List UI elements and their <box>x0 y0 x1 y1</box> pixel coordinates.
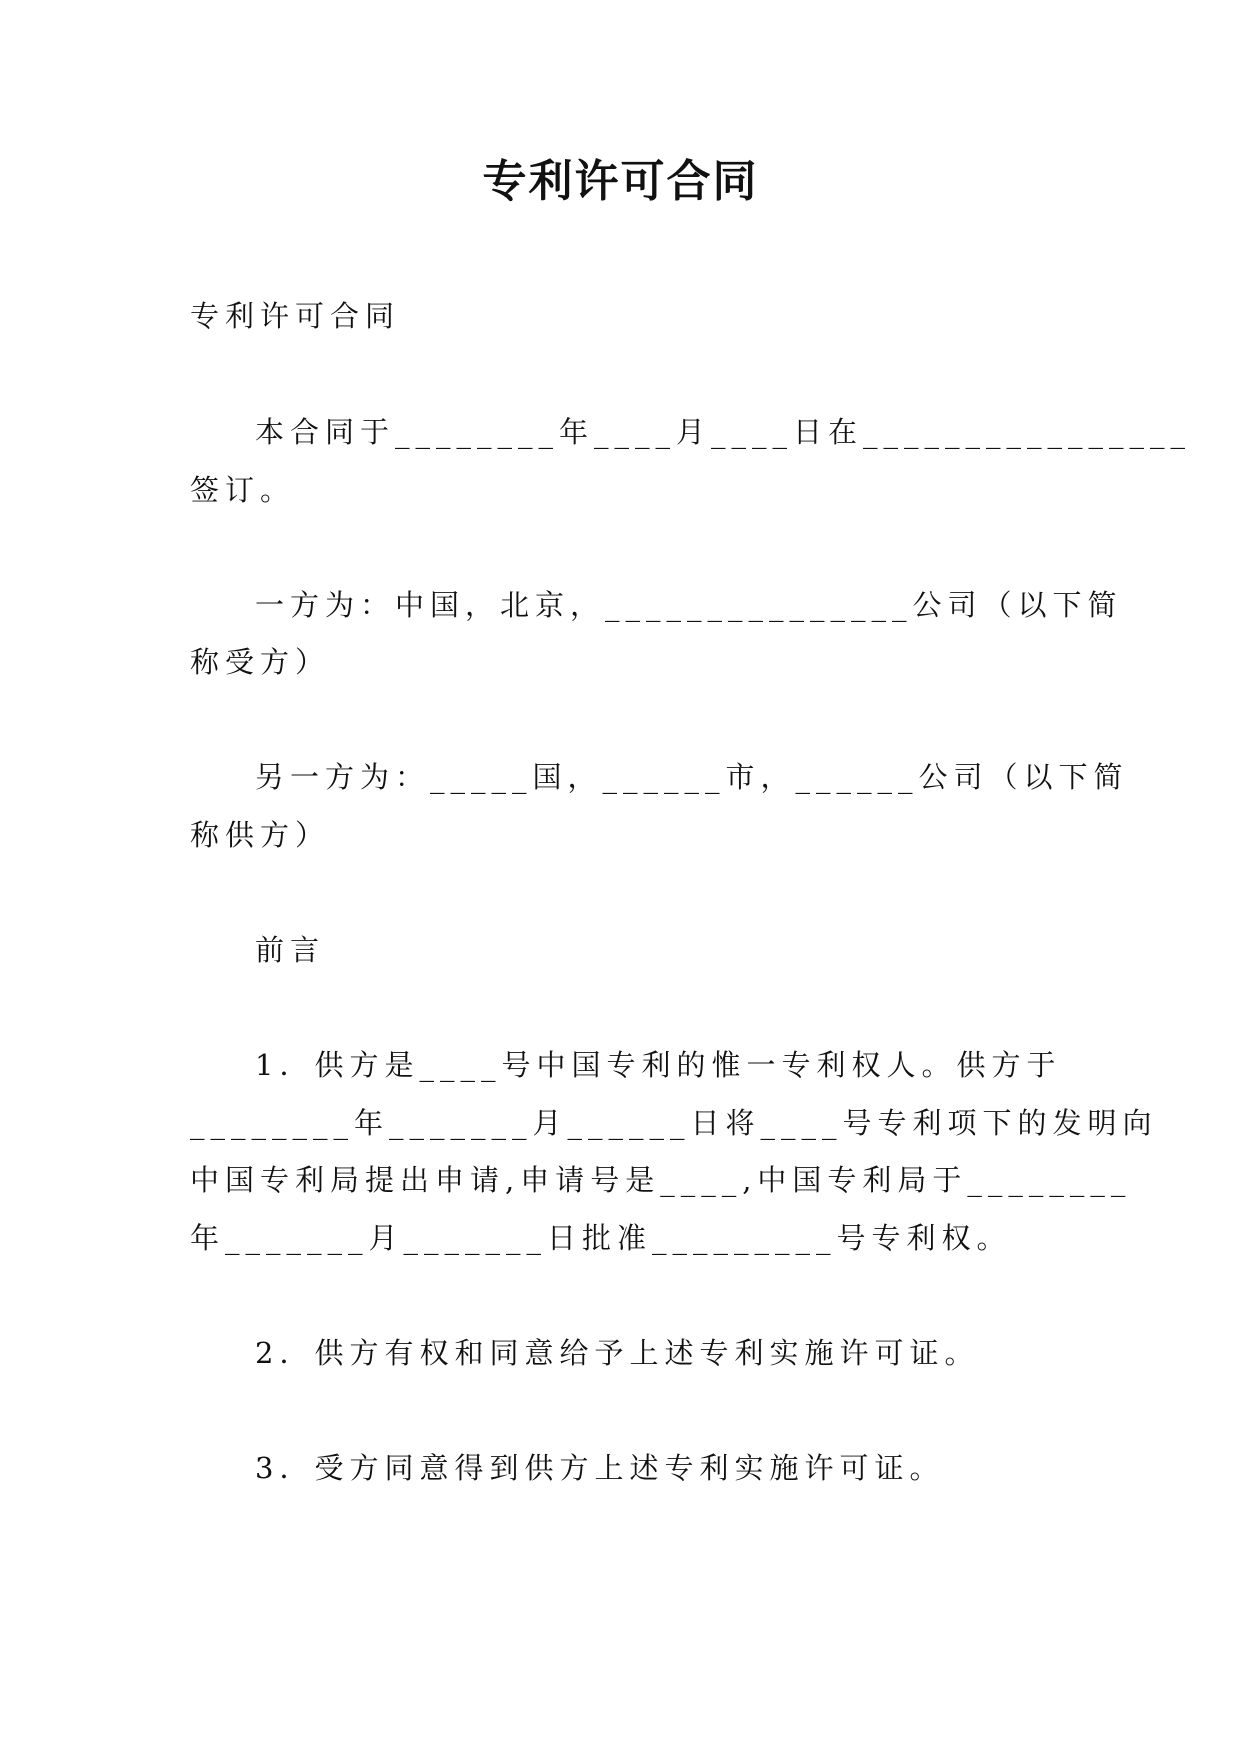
document-title: 专利许可合同 <box>482 156 759 207</box>
clause-2: 2．供方有权和同意给予上述专利实施许可证。 <box>255 1336 980 1370</box>
clause-1-line-2: ________年_______月______日将____号专利项下的发明向 <box>190 1106 1158 1140</box>
clause-1-line-1: 1．供方是____号中国专利的惟一专利权人。供方于 <box>255 1048 1062 1082</box>
clause-3: 3．受方同意得到供方上述专利实施许可证。 <box>255 1451 945 1485</box>
clause-1-line-3: 中国专利局提出申请,申请号是____,中国专利局于________ <box>190 1163 1132 1197</box>
party-b-line: 另一方为：_____国，______市，______公司（以下简 <box>255 760 1129 794</box>
party-a-line-cont: 称受方） <box>190 645 331 679</box>
party-a-line: 一方为：中国，北京，_______________公司（以下简 <box>255 588 1123 622</box>
clause-1-line-4: 年_______月_______日批准_________号专利权。 <box>190 1221 1012 1255</box>
party-b-line-cont: 称供方） <box>190 818 331 852</box>
document-subtitle: 专利许可合同 <box>190 299 401 333</box>
contract-date-line-cont: 签订。 <box>190 473 296 507</box>
contract-date-line: 本合同于________年____月____日在________________ <box>255 415 1192 449</box>
preface-heading: 前言 <box>255 933 326 967</box>
